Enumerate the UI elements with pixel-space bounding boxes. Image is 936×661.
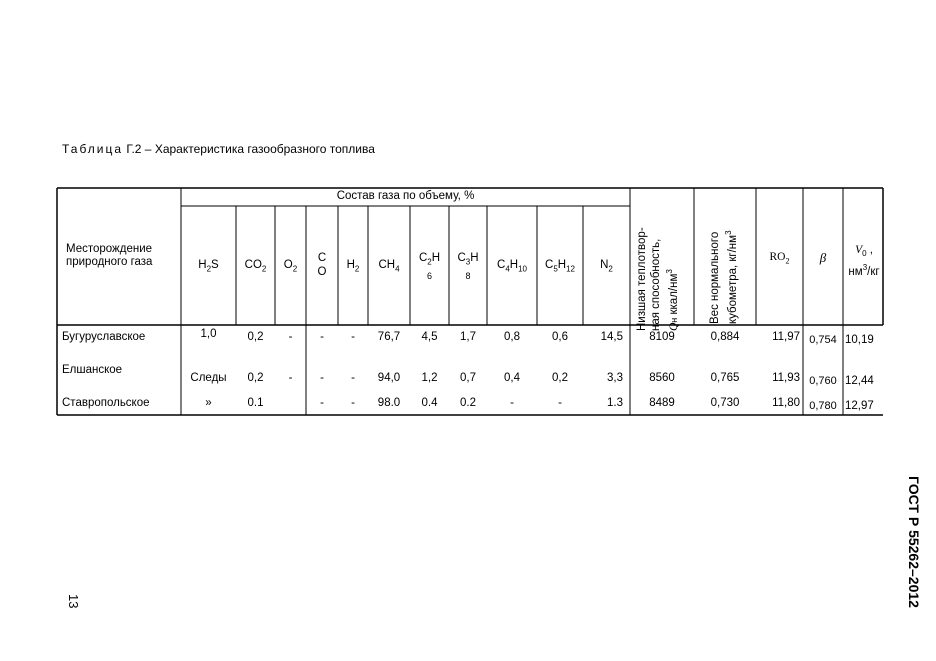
header-co: C O (317, 252, 327, 278)
header-h2s: $H_2S$ (198, 259, 219, 274)
header-weight: Вес нормального кубометра, $кг/нм^3$ (709, 230, 739, 324)
cell-c5h12: 0,6 (552, 331, 568, 343)
caption-title: Характеристика газообразного топлива (154, 142, 375, 156)
cell-ro2: 11,97 (772, 331, 800, 343)
cell-c3h8: 0.2 (460, 397, 476, 409)
header-n2: $N_2$ (600, 259, 613, 274)
header-c5h12: $C_5H_{12}$ (545, 259, 575, 274)
header-co2: $CO_2$ (244, 259, 267, 274)
cell-h2s: Следы (190, 372, 227, 384)
cell-c2h6: 0.4 (421, 397, 438, 409)
header-c4h10: $C_4H_{10}$ (497, 259, 527, 274)
cell-v0: 12,44 (845, 375, 874, 387)
cell-ro2: 11,80 (772, 397, 800, 409)
cell-c2h6: 1,2 (421, 372, 438, 384)
header-beta: β (819, 250, 827, 265)
header-ch4: $CH_4$ (378, 259, 400, 274)
cell-co: - (320, 331, 324, 343)
cell-c4h10: 0,4 (504, 372, 520, 384)
cell-heat: 8109 (649, 331, 675, 343)
row-field-name: Бугуруславское (62, 331, 146, 343)
cell-h2: - (351, 331, 355, 343)
cell-h2: - (351, 372, 355, 384)
header-c2h6: $C_2H$ 6 (418, 252, 441, 282)
standard-designation: ГОСТ Р 55262–2012 (906, 476, 922, 608)
cell-n2: 14,5 (600, 331, 623, 343)
cell-c4h10: 0,8 (504, 331, 520, 343)
header-o2: $O_2$ (283, 259, 298, 274)
cell-heat: 8560 (649, 372, 675, 384)
header-v0: $V_0$ , $нм^3/кг$ (848, 244, 880, 278)
cell-co2: 0,2 (247, 372, 264, 384)
header-c3h8: $C_3H$ 8 (457, 252, 479, 282)
cell-h2s: » (205, 397, 212, 409)
cell-c4h10: - (510, 397, 514, 409)
header-heat-capacity: Низшая теплотвор- ная способность, Qн ккал/$нм^3$ (636, 227, 680, 331)
caption-label: Таблица (62, 142, 124, 156)
cell-beta: 0,780 (809, 400, 837, 412)
cell-c5h12: - (558, 397, 562, 409)
cell-v0: 12,97 (845, 400, 874, 412)
cell-beta: 0,760 (809, 375, 837, 387)
cell-ch4: 76,7 (377, 331, 401, 343)
caption-dash: – (144, 142, 152, 156)
header-field: Месторождение природного газа (66, 243, 153, 268)
cell-weight: 0,884 (710, 331, 740, 343)
cell-o2: - (288, 331, 293, 343)
caption-number: Г.2 (126, 142, 142, 156)
header-ro2: $RO_2$ (769, 251, 790, 266)
cell-co2: 0,2 (247, 331, 264, 343)
cell-co: - (320, 372, 324, 384)
cell-ch4: 98.0 (377, 397, 401, 409)
cell-c2h6: 4,5 (421, 331, 438, 343)
cell-h2: - (351, 397, 355, 409)
row-field-name: Ставропольское (62, 397, 150, 409)
cell-n2: 1.3 (607, 397, 623, 409)
cell-c5h12: 0,2 (552, 372, 568, 384)
cell-heat: 8489 (649, 397, 675, 409)
cell-weight: 0,730 (710, 397, 740, 409)
cell-ch4: 94,0 (377, 372, 401, 384)
row-field-name: Елшанское (62, 364, 123, 376)
cell-n2: 3,3 (607, 372, 623, 384)
cell-c3h8: 0,7 (460, 372, 476, 384)
header-composition-group: Состав газа по объему, % (336, 190, 475, 202)
cell-o2: - (288, 372, 293, 384)
cell-ro2: 11,93 (772, 372, 800, 384)
cell-co: - (320, 397, 324, 409)
cell-v0: 10,19 (845, 334, 874, 346)
cell-co2: 0.1 (247, 397, 264, 409)
cell-c3h8: 1,7 (460, 331, 476, 343)
cell-weight: 0,765 (710, 372, 740, 384)
cell-h2s: 1,0 (200, 328, 217, 340)
header-h2: $H_2$ (346, 259, 360, 274)
page-number: 13 (66, 594, 81, 609)
cell-beta: 0,754 (809, 334, 837, 346)
